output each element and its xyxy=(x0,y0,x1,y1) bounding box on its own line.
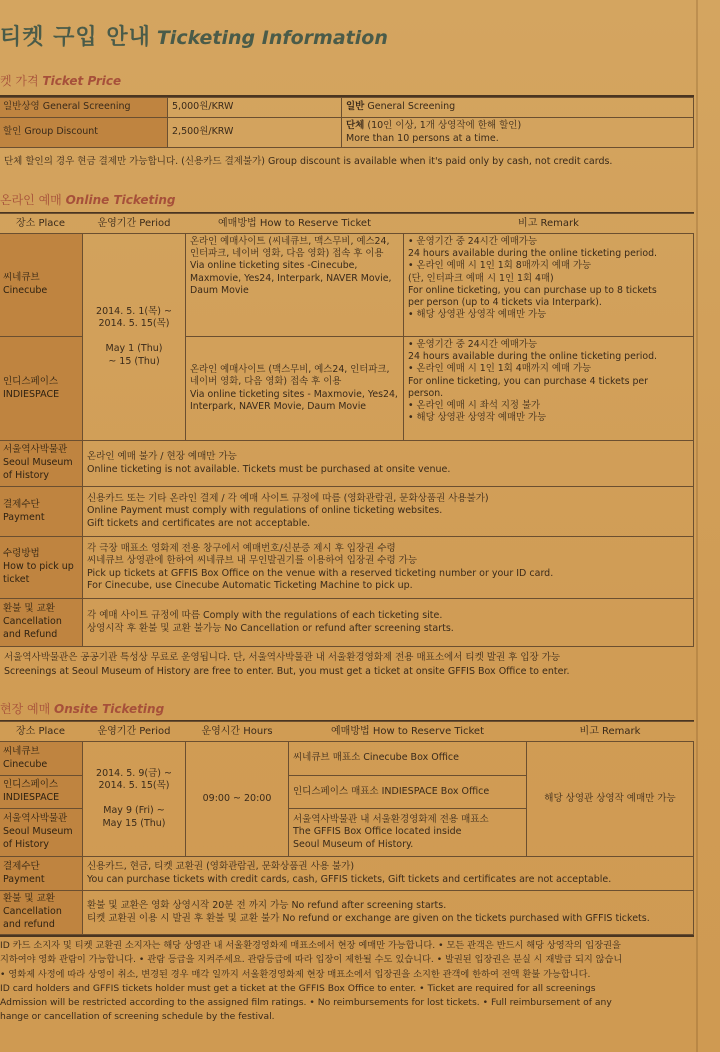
price-row-price: 2,500원/KRW xyxy=(168,118,342,148)
online-col-remark: 비고 Remark xyxy=(404,214,694,234)
footer-line: ID 카드 소지자 및 티켓 교환권 소지자는 해당 상영관 내 서울환경영화제 매표소에서 현장 예매만 가능합니다. • 모든 관객은 반드시 해당 상영작의 입장권을 xyxy=(0,940,621,951)
online-place: 인디스페이스 INDIESPACE xyxy=(0,337,83,441)
onsite-place: 서울역사박물관 Seoul Museum of History xyxy=(0,809,83,857)
onsite-row xyxy=(0,742,694,776)
price-heading-ko: 켓 가격 xyxy=(0,74,39,88)
online-remark: • 운영기간 중 24시간 예매가능 24 hours available during the online ticketing period. • 온라인 예매 시 1인 1회 4매까지 예매 가능 For online ticketing, you can purchase 4 tickets per person. • 온라인 예매 시 좌석 지정 불가 • 해당 상영관 상영작 예매만 가능 xyxy=(404,337,694,441)
price-row-desc xyxy=(342,98,694,118)
price-note: 단체 할인의 경우 현금 결제만 가능합니다. (신용카드 결제불가) Group discount is available when it's paid only by cash, not credit cards. xyxy=(4,156,613,167)
title-english: Ticketing Information xyxy=(156,27,388,49)
footer-rule xyxy=(0,935,694,937)
price-row-label: 할인 Group Discount xyxy=(0,118,168,148)
online-wide-label: 서울역사박물관 Seoul Museum of History xyxy=(0,441,83,487)
online-how: 온라인 예매사이트 (씨네큐브, 맥스무비, 예스24, 인터파크, 네이버 영화, 다음 영화) 접속 후 이용 Via online ticketing sites -Cinecube, Maxmovie, Yes24, Interpark, NAVER Movie, Daum Movie xyxy=(186,234,404,337)
onsite-col-remark: 비고 Remark xyxy=(527,722,694,742)
onsite-wide-row xyxy=(0,857,694,891)
onsite-how: 씨네큐브 매표소 Cinecube Box Office xyxy=(289,742,527,776)
onsite-header-row xyxy=(0,722,694,742)
title-korean: 티켓 구입 안내 xyxy=(0,25,151,50)
online-wide-label: 수령방법 How to pick up ticket xyxy=(0,537,83,599)
onsite-heading-en: Onsite Ticketing xyxy=(54,702,165,716)
online-heading xyxy=(0,193,176,209)
footer-line: ID card holders and GFFIS tickets holder must get a ticket at the GFFIS Box Office to enter. • Ticket are required for all screenings xyxy=(0,982,596,994)
online-row xyxy=(0,234,694,337)
onsite-wide-label: 환불 및 교환 Cancellation and refund xyxy=(0,891,83,935)
price-heading xyxy=(0,74,121,90)
onsite-col-how: 예매방법 How to Reserve Ticket xyxy=(289,722,527,742)
page-title xyxy=(0,24,388,53)
page-fold xyxy=(696,0,698,1052)
footer-line: Admission will be restricted according to the assigned film ratings. • No reimbursements for lost tickets. • Full reimbursement of any xyxy=(0,997,612,1008)
price-row-price: 5,000원/KRW xyxy=(168,98,342,118)
price-row xyxy=(0,118,694,148)
online-wide-label: 환불 및 교환 Cancellation and Refund xyxy=(0,599,83,647)
online-col-place: 장소 Place xyxy=(0,214,83,234)
footer-line: hange or cancellation of screening schedule by the festival. xyxy=(0,1011,275,1023)
online-col-period: 운영기간 Period xyxy=(83,214,186,234)
price-row-desc xyxy=(342,118,694,148)
online-heading-ko: 온라인 예매 xyxy=(0,193,62,207)
onsite-place: 인디스페이스 INDIESPACE xyxy=(0,776,83,809)
onsite-place: 씨네큐브 Cinecube xyxy=(0,742,83,776)
online-period: 2014. 5. 1(목) ~ 2014. 5. 15(목) May 1 (Thu) ~ 15 (Thu) xyxy=(83,234,186,441)
onsite-col-place: 장소 Place xyxy=(0,722,83,742)
onsite-how: 서울역사박물관 내 서울환경영화제 전용 매표소 The GFFIS Box Office located inside Seoul Museum of History. xyxy=(289,809,527,857)
onsite-table xyxy=(0,721,694,935)
price-desc-bold: 일반 xyxy=(346,101,365,113)
online-place: 씨네큐브 Cinecube xyxy=(0,234,83,337)
footer-line: • 영화제 사정에 따라 상영이 취소, 변경된 경우 매각 일까지 서울환경영화제 현장 매표소에서 입장권을 소지한 관객에 한하여 전액 환불 가능합니다. xyxy=(0,968,591,980)
onsite-col-period: 운영기간 Period xyxy=(83,722,186,742)
onsite-wide-row xyxy=(0,891,694,935)
price-row xyxy=(0,98,694,118)
onsite-remark: 해당 상영관 상영작 예매만 가능 xyxy=(527,742,694,857)
online-header-row xyxy=(0,214,694,234)
onsite-hours: 09:00 ~ 20:00 xyxy=(186,742,289,857)
online-wide-row xyxy=(0,441,694,487)
onsite-heading xyxy=(0,702,164,718)
onsite-heading-ko: 현장 예매 xyxy=(0,702,51,716)
onsite-wide-label: 결제수단 Payment xyxy=(0,857,83,891)
online-wide-row xyxy=(0,599,694,647)
price-heading-en: Ticket Price xyxy=(42,74,122,88)
price-row-label: 일반상영 General Screening xyxy=(0,98,168,118)
online-wide-label: 결제수단 Payment xyxy=(0,487,83,537)
onsite-col-hours: 운영시간 Hours xyxy=(186,722,289,742)
online-wide-row xyxy=(0,537,694,599)
online-table xyxy=(0,213,694,647)
onsite-period: 2014. 5. 9(금) ~ 2014. 5. 15(목) May 9 (Fri) ~ May 15 (Thu) xyxy=(83,742,186,857)
price-desc-text: General Screening xyxy=(364,101,456,113)
online-heading-en: Online Ticketing xyxy=(65,193,176,207)
onsite-wide-text: 환불 및 교환은 영화 상영시작 20분 전 까지 가능 No refund after screening starts. 티켓 교환권 이용 시 발권 후 환불 및 교환 불가 No refund or exchange are given on the tickets purchased with GFFIS tickets. xyxy=(83,891,694,935)
online-wide-row xyxy=(0,487,694,537)
online-wide-text: 각 예매 사이트 규정에 따름 Comply with the regulations of each ticketing site. 상영시작 후 환불 및 교환 불가능 No Cancellation or refund after screening starts. xyxy=(83,599,694,647)
online-wide-text: 각 극장 매표소 영화제 전용 창구에서 예매번호/신분증 제시 후 입장권 수령 씨네큐브 상영관에 한하여 씨네큐브 내 무인발권기를 이용하여 입장권 수령 가능 Pick up tickets at GFFIS Box Office on the venue with a reserved ticketing number or your ID card. For Cinecube, use Cinecube Automatic Ticketing Machine to pick up. xyxy=(83,537,694,599)
online-note: 서울역사박물관은 공공기관 특성상 무료로 운영됩니다. 단, 서울역사박물관 내 서울환경영화제 전용 매표소에서 티켓 발권 후 입장 가능 Screenings at Seoul Museum of History are free to enter. But, you must get a ticket at onsite GFFIS Box Office to enter. xyxy=(4,652,570,678)
price-desc-text: (10인 이상, 1개 상영작에 한해 할인) More than 10 persons at a time. xyxy=(346,120,522,144)
onsite-how: 인디스페이스 매표소 INDIESPACE Box Office xyxy=(289,776,527,809)
online-wide-text: 온라인 예매 불가 / 현장 예매만 가능 Online ticketing is not available. Tickets must be purchased at onsite venue. xyxy=(83,441,694,487)
online-how: 온라인 예매사이트 (맥스무비, 예스24, 인터파크, 네이버 영화, 다음 영화) 접속 후 이용 Via online ticketing sites - Maxmovie, Yes24, Interpark, NAVER Movie, Daum Movie xyxy=(186,337,404,441)
onsite-wide-text: 신용카드, 현금, 티켓 교환권 (영화관람권, 문화상품권 사용 불가) You can purchase tickets with credit cards, cash, GFFIS tickets, Gift tickets and certificates are not acceptable. xyxy=(83,857,694,891)
online-remark: • 운영기간 중 24시간 예매가능 24 hours available during the online ticketing period. • 온라인 예매 시 1인 1회 8매까지 예매 가능 (단, 인터파크 예매 시 1인 1회 4매) For online ticketing, you can purchase up to 8 tickets per person (up to 4 tickets via Interpark). • 해당 상영관 상영작 예매만 가능 xyxy=(404,234,694,337)
online-col-how: 예매방법 How to Reserve Ticket xyxy=(186,214,404,234)
price-desc-bold: 단체 xyxy=(346,120,365,132)
footer-notes xyxy=(0,939,700,1025)
price-table xyxy=(0,97,694,148)
online-wide-text: 신용카드 또는 기타 온라인 결제 / 각 예매 사이트 규정에 따름 (영화관람권, 문화상품권 사용불가) Online Payment must comply with regulations of online ticketing websites. Gift tickets and certificates are not acceptable. xyxy=(83,487,694,537)
footer-line: 지하여야 영화 관람이 가능합니다. • 관람 등급을 지켜주세요. 관람등급에 따라 입장이 제한될 수도 있습니다. • 발권된 입장권은 분실 시 재발급 되지 않습니 xyxy=(0,954,623,966)
